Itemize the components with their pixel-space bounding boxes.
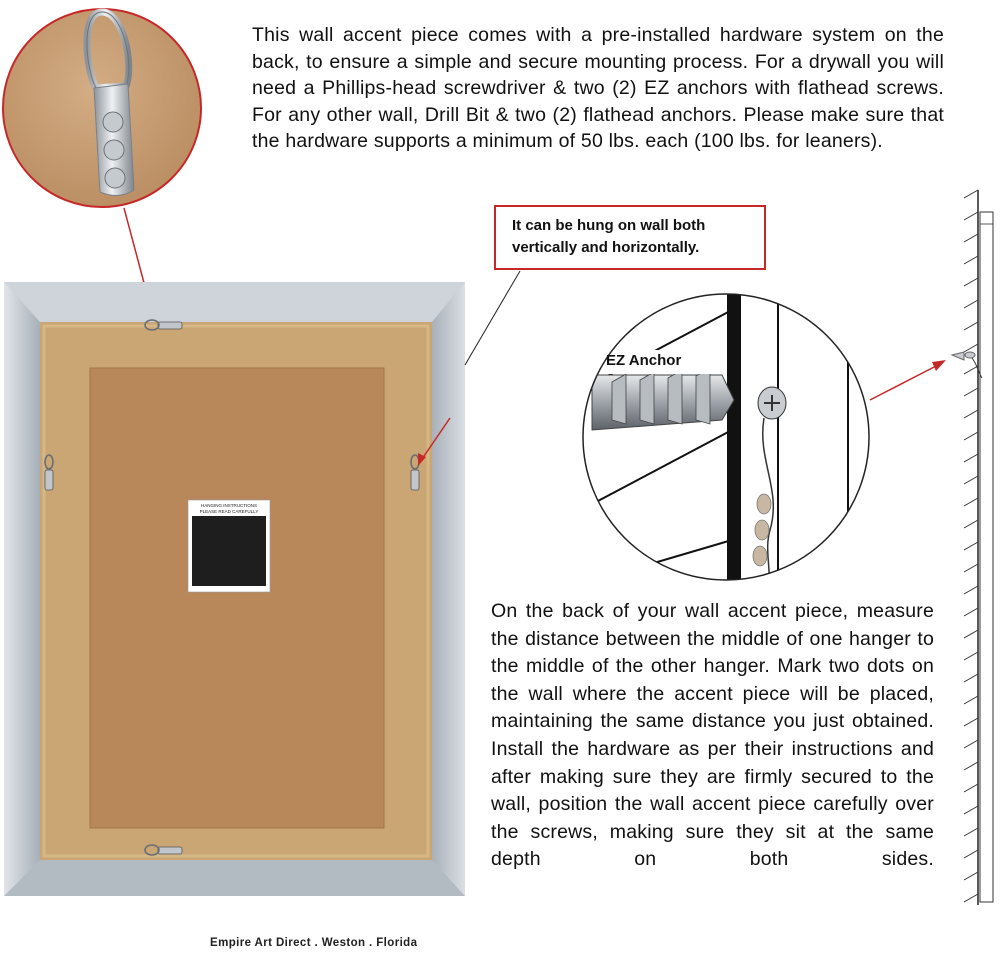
callout-pointer — [0, 0, 600, 400]
callout-line-2: vertically and horizontally. — [512, 239, 700, 256]
ez-anchor-label: EZ Anchor — [606, 352, 682, 369]
label-card-title — [188, 503, 270, 514]
callout-line-1: It can be hung on wall both — [512, 217, 706, 234]
ez-anchor-closeup-illustration — [582, 290, 872, 590]
hanging-steps-paragraph: On the back of your wall accent piece, measure the distance between the middle of one hanger to the middle of the other hanger. Mark two dots on the wall where the accent piece will be placed, maintaining the same distance you just obtained. Install the hardware as per their instructions and after making sure they are firmly secured to the wall, position the wall accent piece carefully over the screws, making sure they sit at the same depth on both sides. — [491, 600, 934, 871]
label-card-title-line2: PLEASE READ CAREFULLY — [199, 508, 259, 514]
label-card-title-line1: HANGING INSTRUCTIONS — [200, 503, 257, 508]
intro-paragraph: This wall accent piece comes with a pre-installed hardware system on the back, to ensure a simple and secure mounting process. For a drywall you will need a Phillips-head screwdriver & two (2) EZ anchors with flathead screws. For any other wall, Drill Bit & two (2) flathead anchors. Please make sure that the hardware supports a minimum of 50 lbs. each (100 lbs. for leaners). — [252, 24, 944, 152]
brand-footer: Empire Art Direct . Weston . Florida — [210, 937, 418, 949]
